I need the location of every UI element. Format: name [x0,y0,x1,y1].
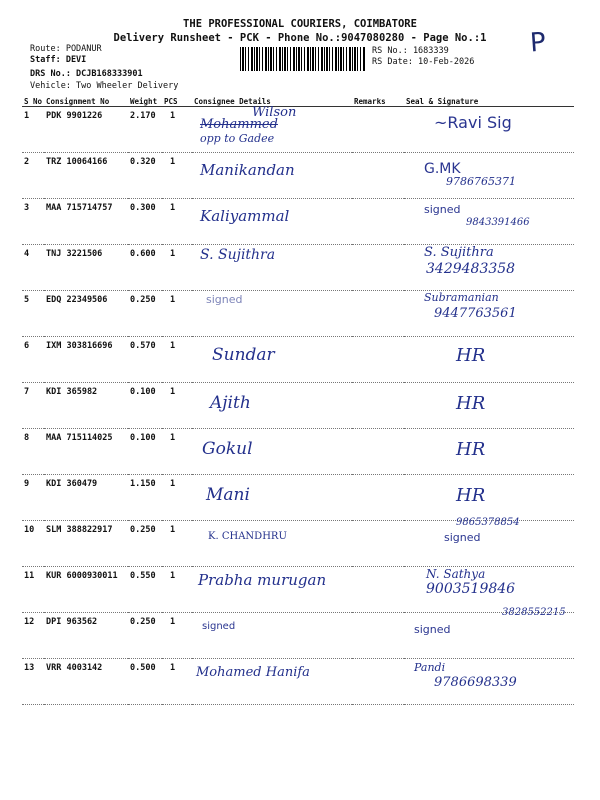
table-row [22,383,574,429]
row-weight: 0.100 [128,383,162,429]
row-seal [404,429,574,475]
signature-scribble: signed [444,531,481,544]
row-seal [404,337,574,383]
row-sno: 3 [22,199,44,245]
row-weight: 0.320 [128,153,162,199]
row-weight: 0.570 [128,337,162,383]
table-row [22,107,574,153]
table-row [22,153,574,199]
row-remarks [352,245,404,291]
row-consignment: KDI 365982 [44,383,128,429]
consignee-name: Mani [206,485,250,505]
consignee-name: S. Sujithra [200,247,276,263]
row-consignee [192,613,352,659]
table-row [22,475,574,521]
row-seal [404,517,574,567]
row-weight: 0.250 [128,291,162,337]
signature-phone: 3828552215 [502,607,566,618]
row-pcs: 1 [162,199,192,245]
signature-phone: 9447763561 [434,306,517,321]
col-consignee: Consignee Details [192,96,352,107]
row-sno: 7 [22,383,44,429]
consignee-name: Sundar [212,345,275,365]
row-weight: 1.150 [128,475,162,521]
row-pcs: 1 [162,383,192,429]
signature-initials: HR [456,393,486,414]
row-weight: 0.250 [128,613,162,659]
row-consignee [192,107,352,153]
row-sno: 6 [22,337,44,383]
row-seal [404,199,574,245]
row-consignment: KUR 6000930011 [44,567,128,613]
row-pcs: 1 [162,567,192,613]
row-consignee [192,199,352,245]
row-weight: 0.550 [128,567,162,613]
row-consignee [192,245,352,291]
consignee-signature: signed [202,621,236,632]
signature-phone: 9786698339 [434,675,517,690]
table-row [22,659,574,705]
row-weight: 2.170 [128,107,162,153]
row-remarks [352,291,404,337]
row-pcs: 1 [162,291,192,337]
row-weight: 0.500 [128,659,162,705]
table-row [22,245,574,291]
row-remarks [352,107,404,153]
row-sno: 11 [22,567,44,613]
row-seal [404,567,574,613]
row-remarks [352,429,404,475]
route-label: Route: PODANUR [30,44,102,54]
row-pcs: 1 [162,153,192,199]
row-pcs: 1 [162,613,192,659]
row-consignment: TRZ 10064166 [44,153,128,199]
consignee-faint-signature: signed [206,293,243,306]
signature-phone: 9003519846 [426,581,516,597]
signature-scribble: ~Ravi Sig [434,113,512,132]
signature-scribble: S. Sujithra [424,245,494,260]
consignee-name: Manikandan [200,161,295,179]
row-consignment: PDK 9901226 [44,107,128,153]
signature-scribble: signed [424,203,461,216]
row-consignment: TNJ 3221506 [44,245,128,291]
row-weight: 0.600 [128,245,162,291]
row-consignee [192,337,352,383]
row-remarks [352,567,404,613]
row-consignment: MAA 715714757 [44,199,128,245]
row-seal [404,475,574,521]
row-pcs: 1 [162,107,192,153]
row-remarks [352,659,404,705]
row-sno: 13 [22,659,44,705]
row-pcs: 1 [162,429,192,475]
table-row [22,567,574,613]
row-remarks [352,199,404,245]
row-seal [404,107,574,153]
signature-scribble: Pandi [414,661,446,674]
row-consignment: VRR 4003142 [44,659,128,705]
signature-scribble: Subramanian [424,291,499,304]
row-sno: 5 [22,291,44,337]
consignee-name: Kaliyammal [200,207,290,225]
table-row [22,291,574,337]
signature-scribble: signed [414,623,451,636]
row-remarks [352,475,404,521]
signature-scribble: N. Sathya [426,567,486,581]
row-sno: 10 [22,521,44,567]
row-consignment: DPI 963562 [44,613,128,659]
row-pcs: 1 [162,475,192,521]
col-sno: S No [24,96,43,106]
consignee-name: Ajith [210,393,251,413]
row-sno: 12 [22,613,44,659]
signature-initials: HR [456,485,486,506]
row-remarks [352,521,404,567]
consignee-wilson: Wilson [252,105,297,120]
row-consignee [192,153,352,199]
runsheet-subtitle: Delivery Runsheet - PCK - Phone No.:9047080280 - Page No.:1 [113,32,487,44]
row-consignment: MAA 715114025 [44,429,128,475]
row-weight: 0.300 [128,199,162,245]
table-row [22,521,574,567]
page-mark-handwritten: P [528,27,547,59]
row-remarks [352,153,404,199]
table-row [22,613,574,659]
row-remarks [352,613,404,659]
row-pcs: 1 [162,521,192,567]
row-pcs: 1 [162,659,192,705]
barcode-image [240,47,366,71]
drs-number: DRS No.: DCJB168333901 [30,69,143,79]
col-consignment: Consignment No [44,96,128,107]
row-weight: 0.250 [128,521,162,567]
runsheet-table [22,96,574,705]
table-row [22,429,574,475]
consignee-name: Gokul [202,439,253,459]
signature-phone: 3429483358 [426,261,516,277]
consignee-struck-name: Mohammed [200,117,278,132]
signature-initials: HR [456,345,486,366]
col-seal: Seal & Signature [404,96,574,107]
row-seal [404,607,574,659]
consignee-name: K. CHANDHRU [208,531,287,542]
col-weight: Weight [128,96,162,107]
row-seal [404,659,574,705]
signature-initials: HR [456,439,486,460]
col-remarks: Remarks [352,96,404,107]
row-consignee [192,429,352,475]
col-pcs: PCS [162,96,192,107]
row-consignee [192,659,352,705]
row-seal [404,291,574,337]
row-sno: 8 [22,429,44,475]
row-remarks [352,383,404,429]
vehicle-label: Vehicle: Two Wheeler Delivery [30,81,179,91]
table-row [22,199,574,245]
row-seal [404,383,574,429]
row-pcs: 1 [162,245,192,291]
row-remarks [352,337,404,383]
row-seal [404,153,574,199]
row-consignment: EDQ 22349506 [44,291,128,337]
table-row [22,337,574,383]
rs-number: RS No.: 1683339 [372,46,449,56]
row-consignee [192,521,352,567]
signature-scribble: G.MK [424,161,461,177]
signature-phone: 9786765371 [446,175,516,188]
row-seal [404,245,574,291]
signature-phone: 9843391466 [466,217,530,228]
staff-label: Staff: DEVI [30,55,87,65]
row-sno: 4 [22,245,44,291]
row-consignment: SLM 388822917 [44,521,128,567]
row-pcs: 1 [162,337,192,383]
row-weight: 0.100 [128,429,162,475]
consignee-note: opp to Gadee [200,132,275,145]
row-consignment: KDI 360479 [44,475,128,521]
row-sno: 1 [22,107,44,153]
row-consignee [192,567,352,613]
consignee-name: Prabha murugan [198,571,327,589]
row-consignee [192,383,352,429]
signature-phone: 9865378854 [456,517,520,528]
company-title: THE PROFESSIONAL COURIERS, COIMBATORE [183,18,417,30]
table-header-row [22,96,574,107]
rs-date: RS Date: 10-Feb-2026 [372,57,475,67]
row-consignment: IXM 303816696 [44,337,128,383]
row-sno: 2 [22,153,44,199]
row-consignee [192,291,352,337]
row-consignee [192,475,352,521]
consignee-name: Mohamed Hanifa [196,665,310,680]
row-sno: 9 [22,475,44,521]
